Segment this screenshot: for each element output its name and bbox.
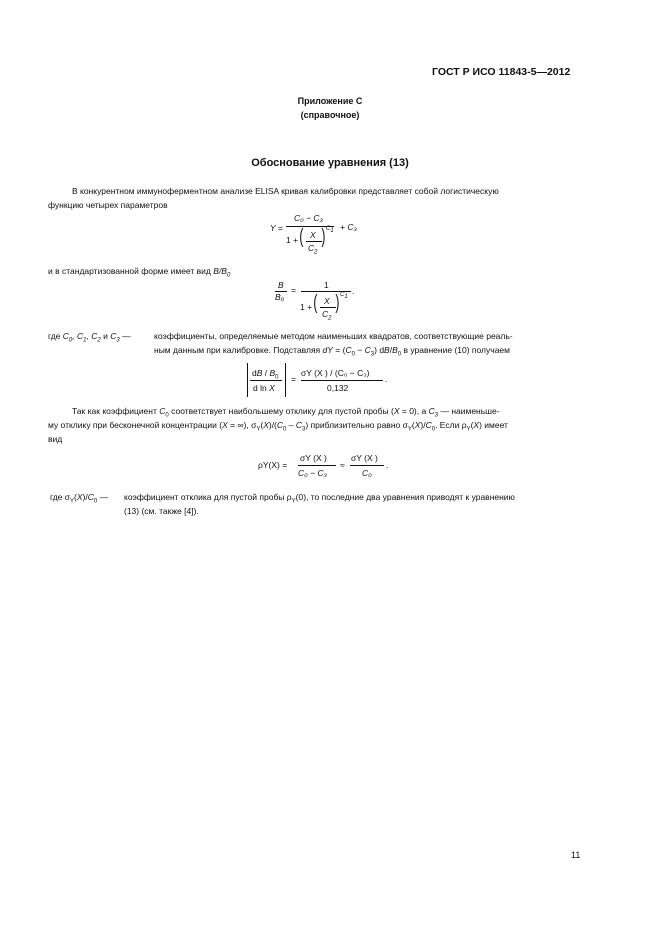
page-number: 11: [571, 850, 581, 860]
eq3-denominator: 0,132: [327, 383, 349, 393]
eq2-c2: $C_2$: [322, 309, 332, 322]
eq2-paren-left: (: [313, 292, 318, 314]
eq1-lhs: Y =: [270, 223, 283, 233]
equation-1: [270, 212, 390, 262]
eq2-period: .: [352, 286, 355, 296]
eq4-bar1: [298, 465, 336, 466]
eq4-num1: σY (X ): [300, 453, 327, 463]
eq3-numerator: σY (X ) / (C₀ − C₃): [301, 368, 370, 378]
para4-line2c: . Если: [435, 420, 460, 430]
para4-line3: вид: [48, 434, 63, 444]
eq3-abs-left: [247, 363, 249, 397]
para3-line2-text: ным данным при калибровке. Подставляя: [154, 345, 321, 355]
eq1-x: X: [310, 230, 316, 240]
eq1-numerator: C₀ − C₃: [294, 213, 323, 223]
para4-line2d: имеет: [484, 420, 508, 430]
eq2-lhs-num: B: [278, 280, 284, 290]
eq3-abs-right: [285, 363, 287, 397]
para3-line1: коэффициенты, определяемые методом наименьших квадратов, соответствующие реаль-: [154, 331, 513, 341]
eq4-bar2: [350, 465, 384, 466]
para4-line2b: приблизительно равно: [310, 420, 401, 430]
para5-line1-text: коэффициент отклика для пустой пробы: [124, 492, 285, 502]
eq2-numerator: 1: [324, 280, 329, 290]
para4-line1a: Так как коэффициент: [72, 406, 157, 416]
eq1-den-one-plus: 1 +: [286, 235, 299, 245]
para4-line1c: , а: [416, 406, 427, 416]
para5-line1: коэффициент отклика для пустой пробы $\rho_Y(0)$, то последние два уравнения приводят к уравнению: [124, 492, 515, 505]
para3-line2: ным данным при калибровке. Подставляя dY = $(C_0 - C_3)$ $dB/B_0$ в уравнение (10) получаем: [154, 345, 510, 358]
eq1-inner-bar: [306, 241, 322, 242]
eq2-lhs-den: B₀: [275, 292, 285, 302]
para2-ratio: $B/B_0$: [213, 266, 231, 279]
section-title: Обоснование уравнения (13): [251, 157, 409, 169]
para2-text: и в стандартизованной форме имеет вид: [48, 266, 211, 276]
para5-lead-word: где: [50, 492, 63, 502]
eq4-lhs: ρY(X) =: [258, 460, 288, 470]
eq1-paren-right: ): [321, 226, 326, 248]
appendix-subtitle: (справочное): [300, 110, 360, 120]
standard-header: ГОСТ Р ИСО 11843-5—2012: [432, 66, 571, 78]
eq4-approx: ≈: [340, 460, 345, 470]
eq2-paren-right: ): [335, 292, 340, 314]
appendix-title: Приложение С: [297, 96, 363, 106]
eq4-den1: C₀ − C₃: [298, 468, 327, 478]
para4-line2: му отклику при бесконечной концентрации (X = ∞), $\sigma_Y(X)/(C_0 - C_3)$ приблизительно равно $\sigma_Y(X)/C_0$. Если $\rho_Y(X)$ имеет: [48, 420, 508, 433]
para5-line1-tail: , то последние два уравнения приводят к уравнению: [306, 492, 515, 502]
eq2-exponent: $C_1$: [340, 292, 348, 301]
para3-dash: —: [122, 331, 131, 341]
para3-lead: где $C_0$, $C_1$, $C_2$ и $C_3$ —: [48, 331, 131, 344]
eq3-lhs-bar: [250, 380, 282, 381]
eq1-paren-left: (: [299, 226, 304, 248]
eq2-inner-bar: [320, 307, 336, 308]
para4-line1d: — наименьше-: [440, 406, 500, 416]
para2: [48, 266, 231, 279]
para4-line1b: соответствует наибольшему отклику для пустой пробы: [171, 406, 389, 416]
para3-and: и: [103, 331, 108, 341]
equation-2: [272, 280, 362, 325]
eq4-num2: σY (X ): [351, 453, 378, 463]
para5-lead: где $\sigma_Y(X)/C_0$ —: [50, 492, 109, 505]
para3-line2-tail: в уравнение (10) получаем: [403, 345, 510, 355]
para4-line2a: му отклику при бесконечной концентрации: [48, 420, 217, 430]
eq1-plus-c3: + C₃: [340, 222, 357, 232]
para3-lead-word: где: [48, 331, 61, 341]
eq2-equals: =: [291, 285, 296, 295]
para1-line2: функцию четырех параметров: [48, 200, 168, 210]
para5-dash: —: [99, 492, 109, 502]
equation-3: dB / $B_0$ d ln X = σY (X ) / (C₀ − C₃) 0,132 .: [247, 363, 417, 399]
eq2-x: X: [324, 296, 330, 306]
para1-line1: В конкурентном иммуноферментном анализе ELISA кривая калибровки представляет собой логистическую: [72, 186, 499, 196]
eq4-den2: C₀: [362, 468, 372, 478]
eq1-c2: $C_2$: [308, 243, 318, 256]
eq2-den-one-plus: 1 +: [300, 302, 313, 312]
para5-line2: (13) (см. также [4]).: [124, 506, 199, 516]
eq1-exponent: $C_1$: [326, 226, 334, 235]
equation-4: ρY(X) = σY (X ) C₀ − C₃ ≈ σY (X ) C₀ .: [258, 453, 389, 478]
para4-line1: Так как коэффициент $C_0$ соответствует наибольшему отклику для пустой пробы (X = 0), а $C_3$ — наименьше-: [72, 406, 500, 419]
eq3-fraction-bar: [301, 380, 383, 381]
